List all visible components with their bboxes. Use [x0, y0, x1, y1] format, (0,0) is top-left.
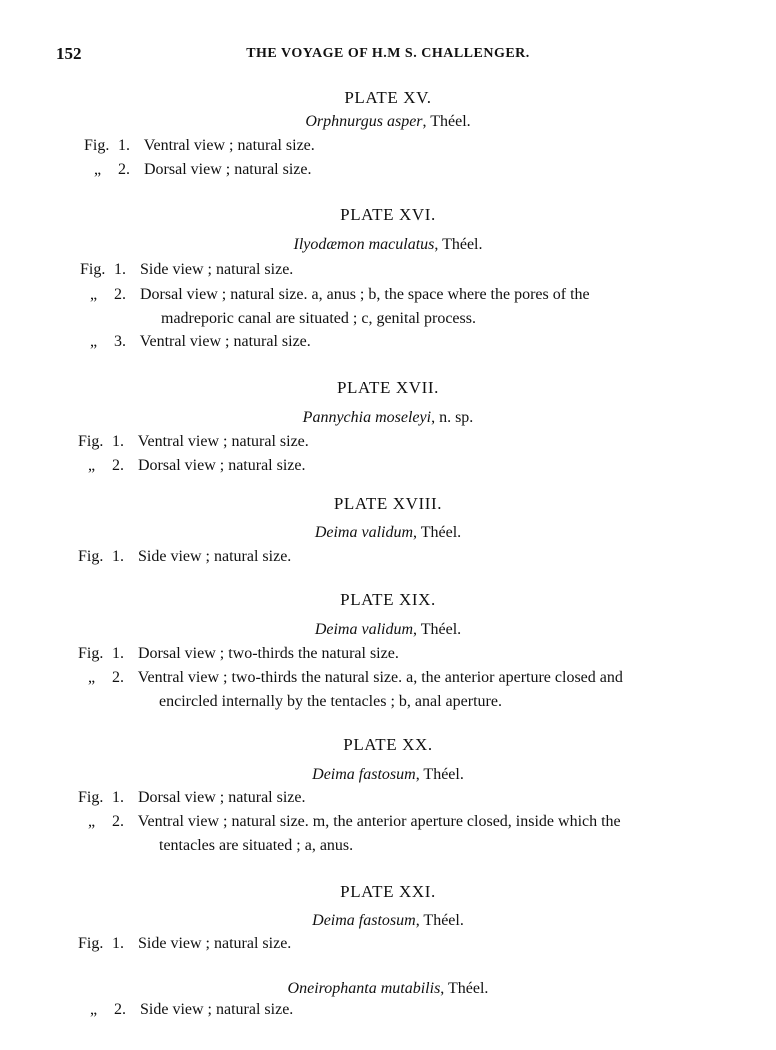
- plate-title: PLATE XXI.: [340, 882, 436, 901]
- fig-number: 1.: [112, 645, 124, 662]
- figure-line: [90, 1001, 293, 1019]
- species-name: Pannychia moseleyi: [302, 409, 432, 426]
- species-line: [0, 113, 776, 131]
- fig-label: Fig.: [84, 137, 110, 154]
- fig-caption: Dorsal view ; natural size.: [138, 457, 306, 474]
- fig-caption: Ventral view ; two-thirds the natural size. a, the anterior aperture closed and: [137, 669, 623, 686]
- fig-number: 2.: [112, 669, 124, 686]
- figure-line: [88, 813, 621, 831]
- species-author: , Théel.: [415, 766, 464, 783]
- fig-number: 3.: [114, 333, 126, 350]
- fig-caption: Ventral view ; natural size.: [139, 333, 311, 350]
- fig-number: 1.: [112, 789, 124, 806]
- figure-line: [78, 645, 399, 663]
- figure-line: [90, 286, 590, 304]
- species-author: , Théel.: [413, 621, 462, 638]
- fig-label: „: [88, 457, 96, 474]
- plate-title: PLATE XIX.: [340, 590, 436, 609]
- species-author: , Théel.: [422, 113, 471, 130]
- fig-label: Fig.: [78, 645, 104, 662]
- fig-number: 2.: [112, 813, 124, 830]
- fig-caption: Side view ; natural size.: [138, 935, 292, 952]
- fig-number: 1.: [114, 261, 126, 278]
- species-name: Deima validum: [314, 621, 414, 638]
- fig-number: 1.: [118, 137, 130, 154]
- plate-title: PLATE XV.: [344, 88, 432, 107]
- running-head: THE VOYAGE OF H.M S. CHALLENGER.: [246, 46, 530, 61]
- fig-caption: Ventral view ; natural size.: [137, 433, 309, 450]
- fig-label: Fig.: [78, 433, 104, 450]
- fig-number: 2.: [118, 161, 130, 178]
- species-line: [0, 980, 776, 998]
- fig-number: 2.: [114, 1001, 126, 1018]
- fig-number: 2.: [112, 457, 124, 474]
- fig-label: „: [88, 669, 96, 686]
- fig-caption: Side view ; natural size.: [140, 261, 294, 278]
- fig-number: 1.: [112, 935, 124, 952]
- species-name: Ilyodæmon maculatus: [293, 236, 435, 253]
- fig-label: „: [90, 286, 98, 303]
- fig-caption: Dorsal view ; natural size. a, anus ; b, the space where the pores of the: [140, 286, 590, 303]
- fig-label: „: [88, 813, 96, 830]
- species-name: Orphnurgus asper: [305, 113, 423, 130]
- species-line: [0, 236, 776, 254]
- species-name: Deima fastosum: [312, 912, 416, 929]
- fig-label: Fig.: [78, 935, 104, 952]
- species-line: [0, 524, 776, 542]
- figure-line: [78, 548, 291, 566]
- fig-label: „: [90, 333, 98, 350]
- species-line: [0, 621, 776, 639]
- species-name: Oneirophanta mutabilis: [287, 980, 441, 997]
- fig-caption: Dorsal view ; natural size.: [144, 161, 312, 178]
- fig-caption: Ventral view ; natural size.: [143, 137, 315, 154]
- plate-title: PLATE XVI.: [340, 205, 436, 224]
- caption-continuation: encircled internally by the tentacles ; b, anal aperture.: [159, 693, 502, 710]
- fig-caption: Ventral view ; natural size. m, the anterior aperture closed, inside which the: [137, 813, 621, 830]
- figure-line: [90, 333, 311, 351]
- species-author: , Théel.: [413, 524, 462, 541]
- figure-line: [94, 161, 312, 179]
- fig-label: „: [94, 161, 102, 178]
- fig-label: Fig.: [78, 548, 104, 565]
- caption-continuation: madreporic canal are situated ; c, genital process.: [161, 310, 476, 327]
- species-author: , Théel.: [434, 236, 483, 253]
- figure-line: [78, 935, 291, 953]
- fig-caption: Side view ; natural size.: [140, 1001, 294, 1018]
- species-author: , Théel.: [415, 912, 464, 929]
- fig-label: Fig.: [80, 261, 106, 278]
- fig-label: Fig.: [78, 789, 104, 806]
- plate-title: PLATE XX.: [343, 735, 433, 754]
- species-author: , Théel.: [440, 980, 489, 997]
- species-author: , n. sp.: [431, 409, 474, 426]
- species-line: [0, 766, 776, 784]
- fig-number: 1.: [112, 433, 124, 450]
- fig-caption: Dorsal view ; natural size.: [138, 789, 306, 806]
- figure-line: [84, 137, 315, 155]
- fig-number: 1.: [112, 548, 124, 565]
- fig-caption: Side view ; natural size.: [138, 548, 292, 565]
- fig-caption: Dorsal view ; two-thirds the natural size.: [138, 645, 399, 662]
- plate-title: PLATE XVII.: [337, 378, 439, 397]
- plate-title: PLATE XVIII.: [333, 494, 443, 513]
- species-name: Deima fastosum: [312, 766, 416, 783]
- figure-line: [80, 261, 293, 279]
- figure-line: [88, 457, 306, 475]
- page-number: 152: [56, 44, 82, 63]
- species-line: [0, 912, 776, 930]
- fig-label: „: [90, 1001, 98, 1018]
- figure-line: [88, 669, 623, 687]
- species-name: Deima validum: [314, 524, 414, 541]
- figure-line: [78, 433, 309, 451]
- species-line: [0, 409, 776, 427]
- caption-continuation: tentacles are situated ; a, anus.: [159, 837, 354, 854]
- figure-line: [78, 789, 306, 807]
- fig-number: 2.: [114, 286, 126, 303]
